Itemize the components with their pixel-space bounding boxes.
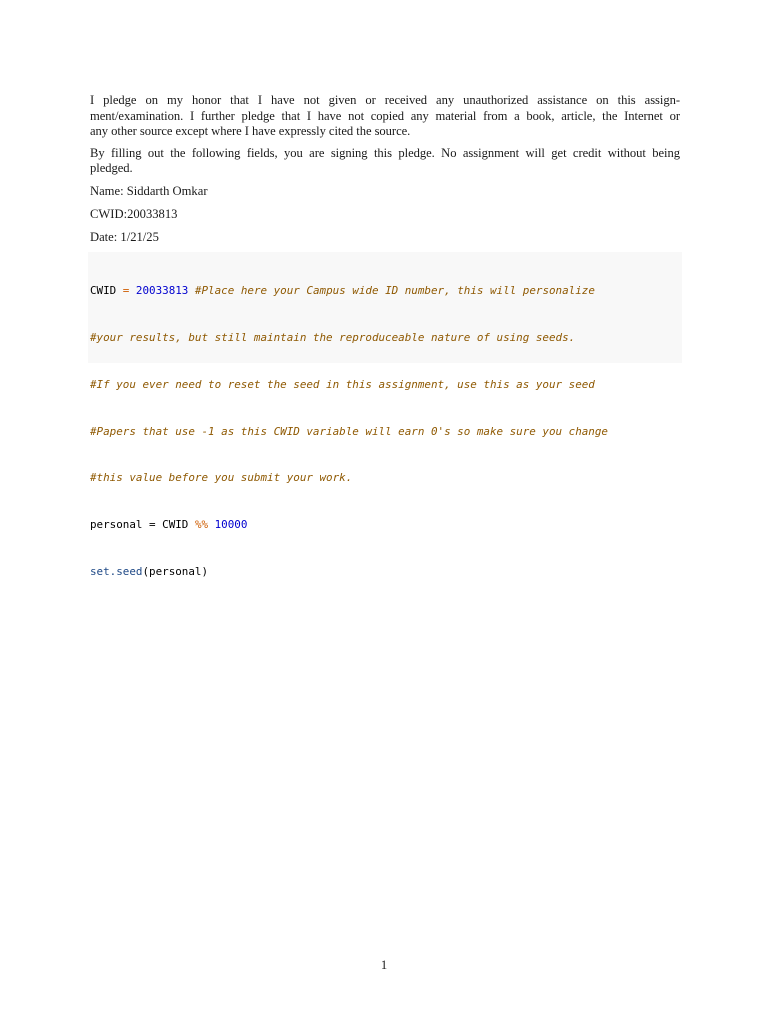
code-line-set-seed [90, 564, 608, 580]
instruction-line: By filling out the following fields, you are signing this pledge. No assignment will get credit without being [90, 145, 680, 160]
assign-operator: = [142, 518, 163, 532]
code-comment: #Papers that use -1 as this CWID variable will earn 0's so make sure you change [90, 424, 608, 438]
name-field: Name: Siddarth Omkar [90, 183, 208, 198]
document-body [90, 93, 680, 245]
honor-pledge-paragraph [90, 93, 680, 140]
modulo-operator: %% [194, 518, 209, 532]
number-literal: 20033813 [135, 284, 189, 298]
cwid-field: CWID:20033813 [90, 206, 178, 221]
code-block [88, 252, 682, 578]
instruction-line: pledged. [90, 161, 133, 176]
page-number: 1 [380, 958, 388, 972]
date-field: Date: 1/21/25 [90, 229, 159, 244]
code-line-cwid [90, 283, 608, 299]
variable-token: CWID [162, 518, 189, 532]
code-comment: #If you ever need to reset the seed in this assignment, use this as your seed [90, 377, 595, 391]
pledge-line: I pledge on my honor that I have not given or received any unauthorized assistance on this assign- [90, 93, 680, 107]
code-comment: #your results, but still maintain the reproduceable nature of using seeds. [90, 330, 576, 344]
function-name: set.seed [90, 564, 143, 578]
pledge-line: any other source except where I have expressly cited the source. [90, 124, 411, 139]
code-listing [90, 252, 608, 611]
number-literal: 10000 [214, 518, 248, 532]
variable-token: CWID [90, 284, 117, 298]
pledge-line: ment/examination. I further pledge that I have not copied any material from a book, article, the Internet or [90, 108, 680, 123]
code-comment: #Place here your Campus wide ID number, this will personalize [188, 284, 595, 298]
assign-operator: = [116, 284, 136, 298]
code-line-personal [90, 517, 608, 533]
variable-token: personal [90, 518, 143, 532]
signing-instructions-paragraph [90, 146, 680, 177]
code-comment: #this value before you submit your work. [90, 471, 353, 485]
function-args: (personal) [142, 564, 209, 578]
